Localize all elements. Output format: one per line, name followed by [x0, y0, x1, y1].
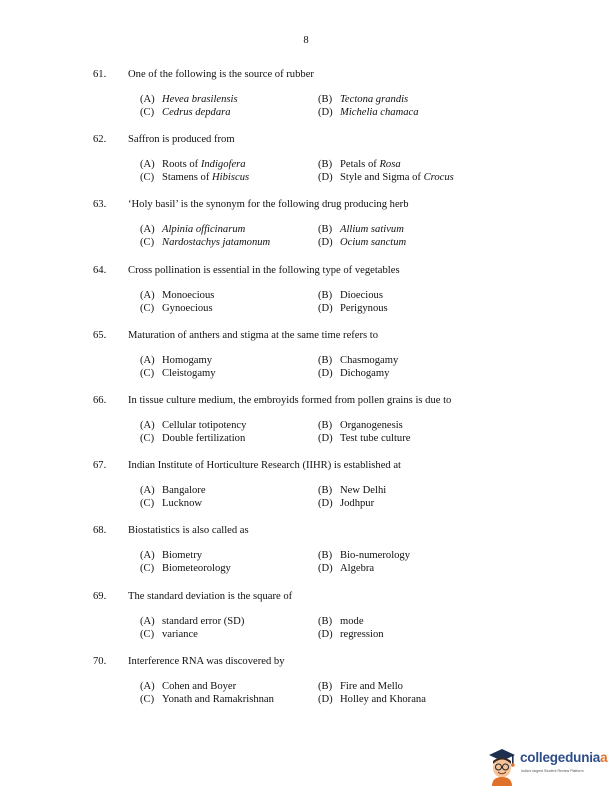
option-text: Dioecious — [340, 289, 383, 301]
option-text: Organogenesis — [340, 420, 403, 431]
option-text: Fire and Mello — [340, 680, 403, 692]
question-number: 70. — [93, 655, 107, 667]
logo-tagline: India's largest Student Review Platform — [521, 769, 584, 773]
option-label: (B) — [318, 615, 333, 627]
answer-option — [140, 485, 206, 496]
option-text: Lucknow — [162, 498, 203, 510]
option-text: Petals of — [340, 159, 380, 171]
option-text: regression — [340, 628, 384, 640]
option-text: Yonath and Ramakrishnan — [162, 693, 274, 705]
question-number: 63. — [93, 199, 107, 211]
answer-option — [318, 237, 406, 248]
answer-option — [318, 355, 398, 366]
option-text: Ocium sanctum — [340, 237, 407, 249]
answer-option — [140, 433, 245, 444]
answer-option — [318, 172, 454, 183]
question-text: In tissue culture medium, the embroyids formed from pollen grains is due to — [128, 395, 452, 406]
question-text: Interference RNA was discovered by — [128, 655, 285, 667]
option-text: Hibiscus — [212, 172, 250, 184]
answer-option — [140, 550, 202, 561]
answer-option — [318, 694, 426, 705]
option-label: (A) — [140, 420, 155, 431]
option-text: Crocus — [423, 172, 454, 184]
answer-option — [318, 681, 403, 692]
answer-option — [140, 498, 202, 509]
option-text: Double fertilization — [162, 433, 246, 444]
option-text: Holley and Khorana — [340, 693, 426, 705]
option-label: (D) — [318, 237, 333, 249]
answer-option — [140, 420, 246, 431]
option-label: (C) — [140, 563, 155, 575]
option-label: (B) — [318, 159, 333, 171]
option-text: Biometeorology — [162, 563, 231, 575]
page-number: 8 — [303, 35, 309, 46]
option-text: Michelia chamaca — [340, 107, 419, 118]
option-text: Cedrus depdara — [162, 107, 231, 118]
option-text: Rosa — [379, 159, 401, 171]
answer-option — [318, 303, 388, 314]
question-number: 64. — [93, 264, 107, 276]
answer-option — [140, 172, 249, 183]
option-label: (C) — [140, 367, 155, 379]
option-label: (B) — [318, 485, 333, 497]
option-label: (B) — [318, 420, 333, 431]
answer-option — [140, 694, 274, 705]
option-label: (A) — [140, 94, 155, 105]
answer-option — [140, 94, 238, 105]
option-text: Biometry — [162, 550, 203, 562]
option-label: (C) — [140, 237, 155, 249]
option-label: (C) — [140, 107, 155, 118]
option-label: (B) — [318, 289, 333, 301]
option-label: (D) — [318, 628, 333, 640]
option-text: Hevea brasilensis — [162, 94, 238, 105]
question-text: Cross pollination is essential in the following type of vegetables — [128, 264, 400, 276]
option-label: (D) — [318, 433, 333, 444]
answer-option — [140, 107, 231, 118]
option-label: (A) — [140, 289, 155, 301]
question-text: Maturation of anthers and stigma at the same time refers to — [128, 329, 379, 341]
option-label: (B) — [318, 224, 333, 236]
option-text: Alpinia officinarum — [162, 224, 246, 236]
option-label: (C) — [140, 628, 155, 640]
collegedunia-logo[interactable] — [487, 744, 609, 788]
answer-option — [140, 563, 231, 574]
option-text: variance — [162, 628, 198, 640]
question-text: ‘Holy basil’ is the synonym for the following drug producing herb — [128, 199, 409, 211]
option-label: (C) — [140, 172, 155, 184]
answer-option — [318, 498, 374, 509]
option-text: Nardostachys jatamonum — [162, 237, 271, 249]
option-text: Bangalore — [162, 485, 206, 497]
option-text: standard error (SD) — [162, 615, 245, 627]
option-label: (D) — [318, 302, 333, 314]
option-label: (D) — [318, 172, 333, 184]
option-text: Perigynous — [340, 302, 388, 314]
answer-option — [318, 107, 419, 118]
question-text: Biostatistics is also called as — [128, 525, 249, 537]
answer-option — [140, 616, 244, 627]
answer-option — [140, 681, 236, 692]
option-label: (B) — [318, 94, 333, 105]
option-label: (A) — [140, 224, 155, 236]
question-text: Saffron is produced from — [128, 134, 235, 146]
logo-wordmark: collegeduniaa — [520, 750, 608, 765]
option-text: New Delhi — [340, 485, 387, 497]
question-text: Indian Institute of Horticulture Research (IIHR) is established at — [128, 460, 402, 472]
answer-option — [318, 433, 410, 444]
answer-option — [140, 159, 246, 170]
answer-option — [140, 629, 198, 640]
option-text: Algebra — [340, 563, 375, 575]
option-text: Dichogamy — [340, 367, 390, 379]
answer-option — [318, 368, 389, 379]
answer-option — [318, 550, 410, 561]
option-text: Homogamy — [162, 354, 213, 366]
option-text: Tectona grandis — [340, 94, 409, 105]
option-label: (A) — [140, 485, 155, 497]
option-text: Style and Sigma of — [340, 172, 424, 184]
option-label: (A) — [140, 615, 155, 627]
answer-option — [318, 485, 386, 496]
question-text: One of the following is the source of rubber — [128, 69, 314, 80]
option-label: (A) — [140, 550, 155, 562]
question-number: 65. — [93, 329, 107, 341]
option-text: Roots of — [162, 159, 201, 171]
option-text: Cohen and Boyer — [162, 680, 237, 692]
answer-option — [318, 94, 408, 105]
option-label: (D) — [318, 693, 333, 705]
option-label: (A) — [140, 354, 155, 366]
option-text: Test tube culture — [340, 433, 411, 444]
option-label: (C) — [140, 498, 155, 510]
question-text: The standard deviation is the square of — [128, 590, 293, 602]
answer-option — [318, 290, 383, 301]
option-label: (A) — [140, 680, 155, 692]
option-label: (C) — [140, 693, 155, 705]
answer-option — [318, 616, 364, 627]
option-text: Indigofera — [200, 159, 246, 171]
option-text: Cellular totipotency — [162, 420, 247, 431]
option-text: Gynoecious — [162, 302, 213, 314]
option-label: (C) — [140, 302, 155, 314]
option-label: (D) — [318, 563, 333, 575]
question-number: 67. — [93, 460, 107, 472]
question-number: 61. — [93, 69, 107, 80]
option-label: (C) — [140, 433, 155, 444]
answer-option — [140, 355, 212, 366]
option-label: (D) — [318, 498, 333, 510]
option-text: Bio-numerology — [340, 550, 411, 562]
option-text: Allium sativum — [340, 224, 404, 236]
option-label: (D) — [318, 367, 333, 379]
answer-option — [318, 629, 384, 640]
option-text: Monoecious — [162, 289, 215, 301]
question-number: 62. — [93, 134, 107, 146]
option-label: (A) — [140, 159, 155, 171]
question-number: 66. — [93, 395, 107, 406]
option-label: (B) — [318, 354, 333, 366]
option-text: Cleistogamy — [162, 367, 216, 379]
option-label: (D) — [318, 107, 333, 118]
answer-option — [140, 368, 216, 379]
question-number: 69. — [93, 590, 107, 602]
answer-option — [140, 303, 213, 314]
option-text: Chasmogamy — [340, 354, 399, 366]
answer-option — [318, 224, 404, 235]
answer-option — [140, 224, 245, 235]
question-number: 68. — [93, 525, 107, 537]
option-text: Stamens of — [162, 172, 213, 184]
option-text: Jodhpur — [340, 498, 375, 510]
graduate-mascot-icon — [487, 746, 517, 786]
option-label: (B) — [318, 680, 333, 692]
answer-option — [140, 290, 214, 301]
answer-option — [140, 237, 270, 248]
answer-option — [318, 420, 403, 431]
answer-option — [318, 563, 374, 574]
option-text: mode — [340, 615, 364, 627]
option-label: (B) — [318, 550, 333, 562]
answer-option — [318, 159, 401, 170]
